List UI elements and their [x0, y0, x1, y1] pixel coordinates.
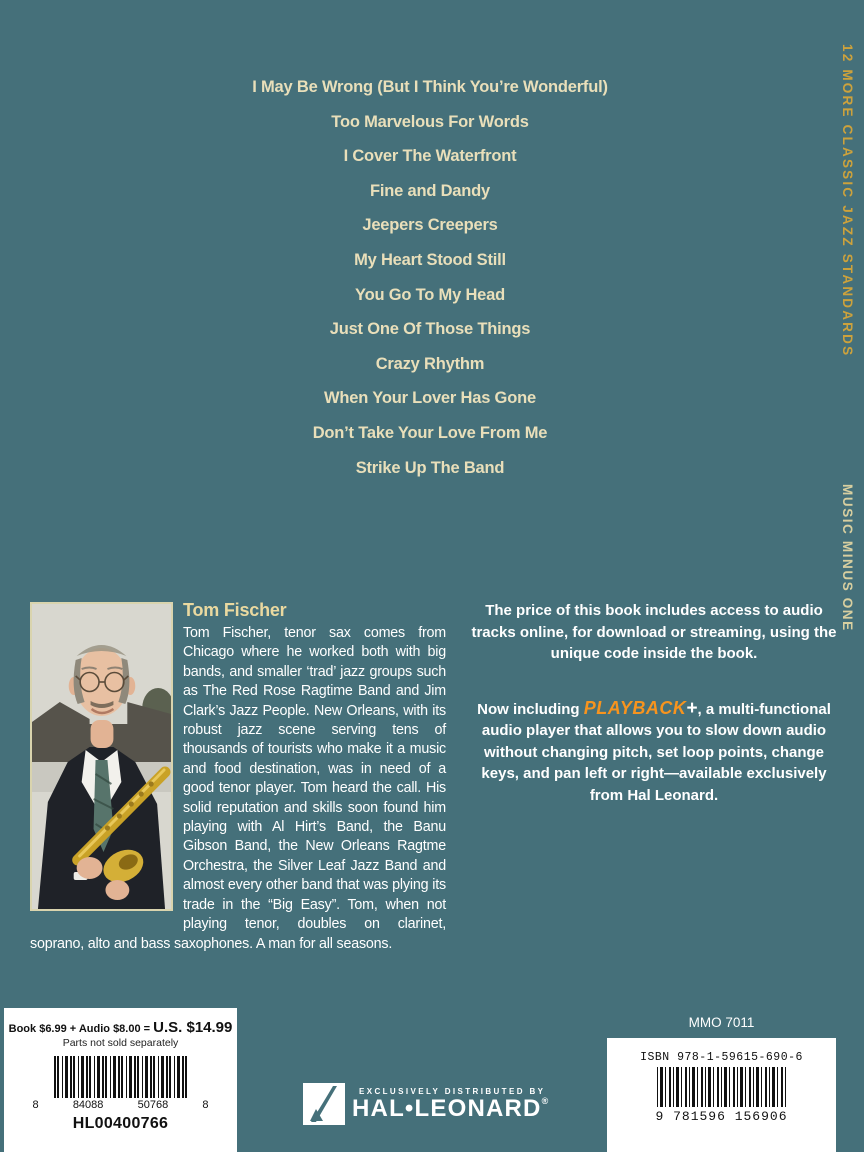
- price-line: [4, 1019, 237, 1036]
- song-title: Too Marvelous For Words: [331, 112, 529, 131]
- price-total: U.S. $14.99: [153, 1019, 233, 1036]
- hal-leonard-logo-icon: [303, 1083, 345, 1125]
- playback-feature-text: [468, 698, 840, 807]
- artist-bio-section: [30, 600, 446, 954]
- distributor-block: [303, 1083, 549, 1125]
- song-title: I Cover The Waterfront: [343, 147, 517, 166]
- mmo-catalog-number: MMO 7011: [688, 1015, 755, 1030]
- upc-digit-group: 8: [202, 1099, 209, 1111]
- song-title: When Your Lover Has Gone: [324, 389, 536, 408]
- song-title: Don’t Take Your Love From Me: [312, 423, 548, 442]
- registered-mark: ®: [541, 1096, 550, 1106]
- upc-digit-group: 84088: [72, 1099, 104, 1111]
- song-title: Fine and Dandy: [369, 181, 491, 200]
- isbn-label: ISBN 978-1-59615-690-6: [640, 1051, 803, 1064]
- song-title: I May Be Wrong (But I Think You’re Wonderful): [252, 78, 608, 96]
- distributor-name: HAL•LEONARD®: [352, 1095, 550, 1122]
- playback-plus-sign: +: [686, 697, 698, 719]
- upc-digit-group: 50768: [137, 1099, 169, 1111]
- song-title: You Go To My Head: [355, 285, 505, 304]
- song-title: Jeepers Creepers: [362, 216, 498, 235]
- song-title: Just One Of Those Things: [329, 320, 531, 339]
- upc-digits: [33, 1099, 209, 1111]
- price-breakdown: Book $6.99 + Audio $8.00 =: [8, 1023, 154, 1035]
- playback-text-suffix: , a multi-functional audio player that allows you to slow down audio without changing pitch, set loop points, change keys, and pan left or right—available exclusively from Hal Leonard.: [481, 700, 831, 804]
- playback-plus-logo: PLAYBACK: [583, 697, 687, 718]
- price-note: Parts not sold separately: [62, 1037, 179, 1049]
- hal-leonard-logo-text: [352, 1087, 549, 1121]
- audio-access-info: [468, 600, 840, 806]
- song-title: Strike Up The Band: [355, 458, 505, 477]
- tom-fischer-photo: [30, 602, 173, 911]
- hal-leonard-catalog-number: HL00400766: [72, 1115, 169, 1132]
- song-title-list: [0, 70, 860, 485]
- price-barcode-box: [4, 1008, 237, 1152]
- upc-barcode: [54, 1056, 188, 1098]
- upc-digit-group: 8: [32, 1099, 39, 1111]
- audio-access-text: The price of this book includes access to audio tracks online, for download or streaming, using the unique code inside the book.: [471, 602, 837, 662]
- distributor-tagline: EXCLUSIVELY DISTRIBUTED BY: [359, 1087, 546, 1096]
- isbn-digits: 9 781596 156906: [655, 1109, 788, 1124]
- spine-series-title: 12 MORE CLASSIC JAZZ STANDARDS: [840, 44, 855, 358]
- bio-text: Tom Fischer, tenor sax comes from Chicago where he worked both with big bands, and smaller ‘trad’ jazz groups such as The Red Rose Ragtime Band and Jim Clark’s Jazz People. New Orleans, with its robust jazz scene serving tens of thousands of tourists who make it a music and food destination, was in need of a good tenor player. Tom heard the call. His solid reputation and skills soon found him playing with Al Hirt’s Band, the Banu Gibson Band, the New Orleans Ragtme Orchestra, the Silver Leaf Jazz Band and almost every other band that was plying its trade in the “Big Easy”. Tom, when not playing tenor, doubles on clarinet, soprano, alto and bass saxophones. A man for all seasons.: [30, 625, 446, 952]
- spine-brand: MUSIC MINUS ONE: [840, 484, 855, 632]
- playback-text-prefix: Now including: [477, 700, 584, 718]
- song-title: My Heart Stood Still: [354, 250, 506, 269]
- bio-heading: Tom Fischer: [183, 600, 287, 620]
- isbn-barcode-box: [607, 1038, 836, 1152]
- song-title: Crazy Rhythm: [375, 354, 485, 373]
- isbn-barcode: [657, 1067, 787, 1107]
